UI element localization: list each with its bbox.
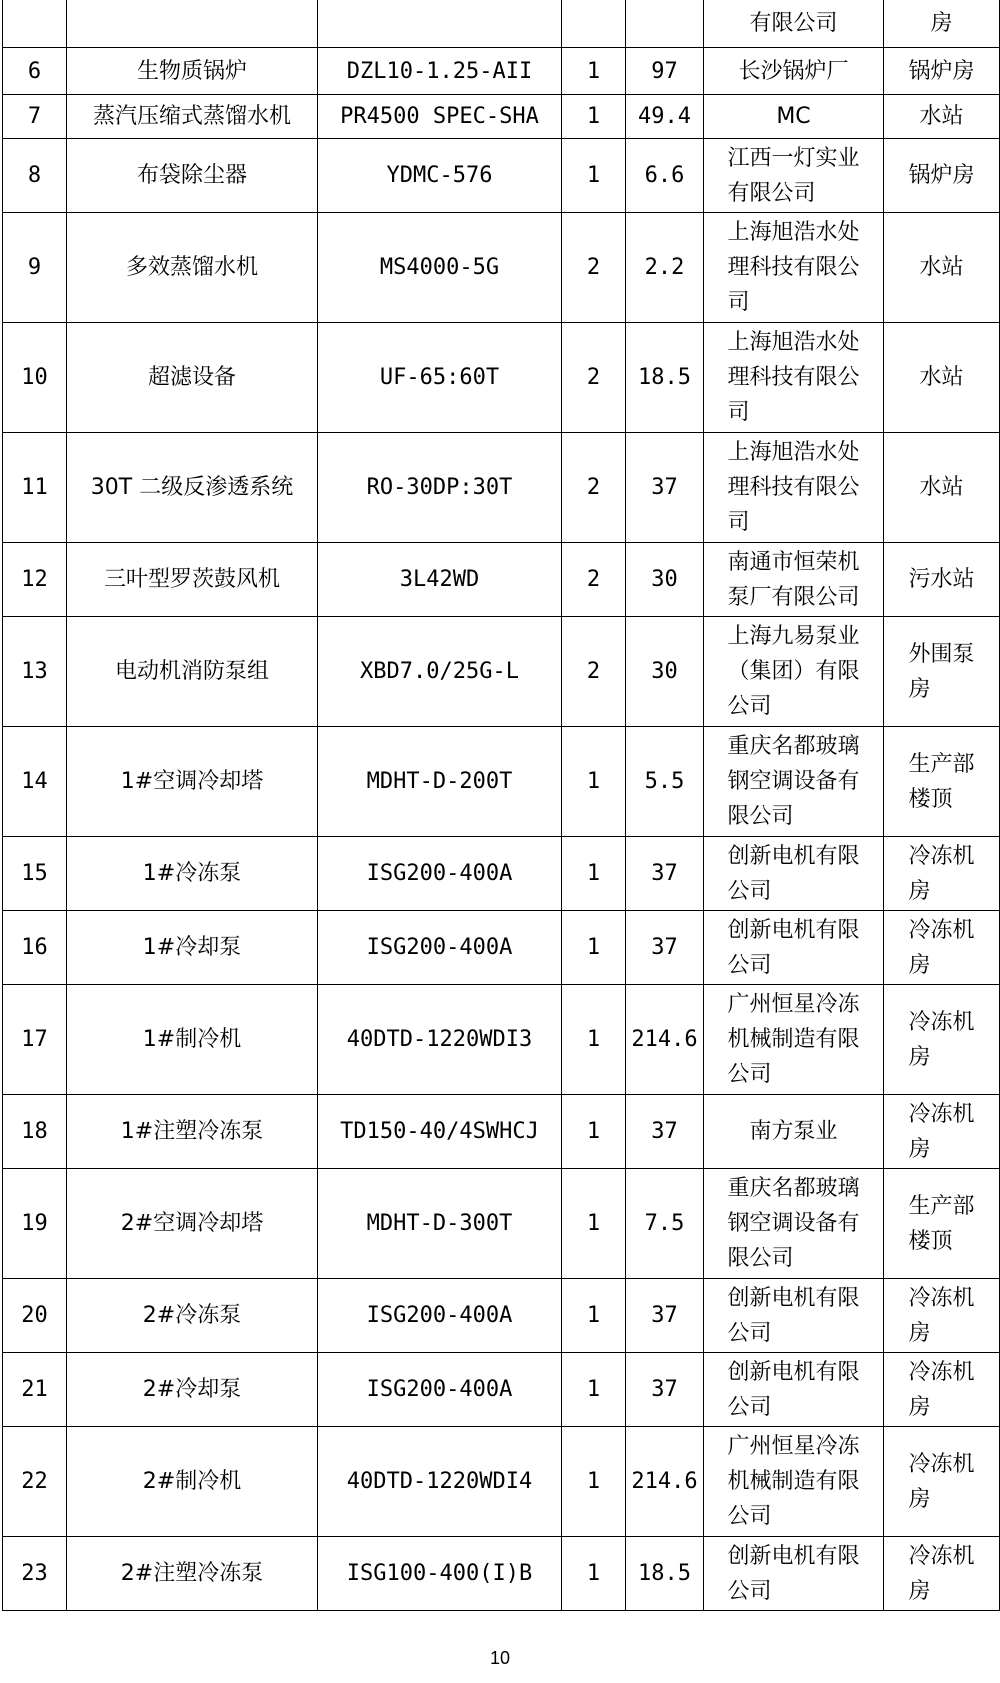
location-cell-text: [908, 1355, 974, 1425]
row-number-cell: 18: [3, 1095, 67, 1169]
location-cell-line: 房: [908, 1578, 931, 1604]
location-cell-text: [908, 1539, 974, 1609]
model-cell: XBD7.0/25G-L: [318, 617, 562, 727]
manufacturer-cell-text: [727, 729, 859, 834]
model-cell: MDHT-D-200T: [318, 727, 562, 837]
manufacturer-cell: [704, 1169, 884, 1279]
model-cell: TD150-40/4SWHCJ: [318, 1095, 562, 1169]
manufacturer-cell-line: 限公司: [727, 804, 794, 829]
manufacturer-cell-line: 重庆名都玻璃: [727, 1176, 860, 1201]
location-cell-line: 房: [908, 1486, 931, 1512]
manufacturer-cell-line: 机械制造有限: [727, 1027, 860, 1052]
equipment-name-cell: 1#冷却泵: [67, 911, 318, 985]
table-row: [3, 727, 1000, 837]
equipment-name-cell: 1#冷冻泵: [67, 837, 318, 911]
manufacturer-cell: [704, 1537, 884, 1611]
table-row: [3, 433, 1000, 543]
location-cell: [884, 985, 1000, 1095]
quantity-cell: 1: [562, 1169, 626, 1279]
row-number-cell: 10: [3, 323, 67, 433]
equipment-name-cell: 1#制冷机: [67, 985, 318, 1095]
manufacturer-cell-line: 长沙锅炉厂: [738, 58, 849, 84]
manufacturer-cell-text: [727, 839, 859, 909]
manufacturer-cell-line: 有限公司: [727, 180, 816, 206]
manufacturer-cell-text: [727, 619, 859, 724]
location-cell-text: [908, 839, 974, 909]
manufacturer-cell-line: 上海九易泵业: [727, 624, 860, 649]
manufacturer-cell-line: 公司: [727, 1504, 772, 1529]
model-cell: 3L42WD: [318, 543, 562, 617]
equipment-name-cell: 布袋除尘器: [67, 139, 318, 213]
manufacturer-cell-line: 钢空调设备有: [727, 769, 860, 794]
manufacturer-cell-text: [727, 1355, 859, 1425]
location-cell-line: 房: [908, 1136, 931, 1162]
manufacturer-cell-text: [738, 54, 848, 89]
power-cell: 37: [626, 1353, 704, 1427]
location-cell-line: 楼顶: [908, 1228, 953, 1254]
location-cell-text: [908, 158, 974, 193]
equipment-name-cell: 超滤设备: [67, 323, 318, 433]
location-cell-text: [919, 470, 963, 505]
power-cell: [626, 0, 704, 48]
equipment-name-cell: [67, 0, 318, 48]
table-row: [3, 1279, 1000, 1353]
manufacturer-cell-text: [727, 215, 859, 320]
equipment-table: [2, 0, 1000, 1611]
row-number-cell: 23: [3, 1537, 67, 1611]
row-number-cell: 13: [3, 617, 67, 727]
table-row: [3, 95, 1000, 139]
manufacturer-cell-line: 上海旭浩水处: [727, 330, 860, 355]
manufacturer-cell-text: [727, 913, 859, 983]
manufacturer-cell-line: 公司: [727, 1578, 772, 1604]
quantity-cell: 2: [562, 617, 626, 727]
location-cell-line: 房: [908, 1320, 931, 1346]
quantity-cell: 1: [562, 1353, 626, 1427]
manufacturer-cell-line: 重庆名都玻璃: [727, 734, 860, 759]
location-cell: [884, 543, 1000, 617]
power-cell: 214.6: [626, 985, 704, 1095]
row-number-cell: 15: [3, 837, 67, 911]
table-row: [3, 1537, 1000, 1611]
manufacturer-cell-line: 创新电机有限: [727, 917, 860, 943]
manufacturer-cell: [704, 985, 884, 1095]
power-cell: 2.2: [626, 213, 704, 323]
table-row: [3, 1427, 1000, 1537]
table-row: [3, 911, 1000, 985]
manufacturer-cell-line: 创新电机有限: [727, 1359, 860, 1385]
location-cell-line: 楼顶: [908, 786, 953, 812]
manufacturer-cell-text: [727, 141, 859, 211]
power-cell: 6.6: [626, 139, 704, 213]
location-cell-line: 房: [908, 1394, 931, 1420]
power-cell: 37: [626, 837, 704, 911]
page-number: 10: [489, 1648, 511, 1668]
quantity-cell: 2: [562, 433, 626, 543]
location-cell: [884, 1279, 1000, 1353]
row-number-cell: 12: [3, 543, 67, 617]
manufacturer-cell: [704, 617, 884, 727]
manufacturer-cell-line: 公司: [727, 952, 772, 978]
table-row: [3, 213, 1000, 323]
quantity-cell: 1: [562, 727, 626, 837]
power-cell: 37: [626, 1095, 704, 1169]
manufacturer-cell-line: 泵厂有限公司: [727, 584, 860, 610]
location-cell-line: 生产部: [908, 751, 975, 777]
manufacturer-cell-line: 公司: [727, 1062, 772, 1087]
location-cell-text: [908, 1447, 974, 1517]
manufacturer-cell-text: [727, 1281, 859, 1351]
model-cell: MDHT-D-300T: [318, 1169, 562, 1279]
model-cell: PR4500 SPEC-SHA: [318, 95, 562, 139]
manufacturer-cell-line: 钢空调设备有: [727, 1211, 860, 1236]
location-cell: [884, 95, 1000, 139]
manufacturer-cell-text: [727, 1429, 859, 1534]
manufacturer-cell-line: 江西一灯实业: [727, 145, 860, 171]
location-cell-line: 房: [908, 952, 931, 978]
row-number-cell: 6: [3, 48, 67, 95]
power-cell: 30: [626, 543, 704, 617]
location-cell-text: [919, 99, 963, 134]
location-cell-text: [919, 250, 963, 285]
location-cell-text: [908, 562, 974, 597]
equipment-name-cell: 三叶型罗茨鼓风机: [67, 543, 318, 617]
manufacturer-cell-line: 司: [727, 400, 750, 425]
location-cell-line: 冷冻机: [908, 1543, 975, 1569]
model-cell: RO-30DP:30T: [318, 433, 562, 543]
manufacturer-cell: [704, 1095, 884, 1169]
manufacturer-cell: [704, 1353, 884, 1427]
location-cell: [884, 1427, 1000, 1537]
manufacturer-cell-line: 上海旭浩水处: [727, 220, 860, 245]
continued-row: [3, 0, 1000, 48]
equipment-name-cell: 蒸汽压缩式蒸馏水机: [67, 95, 318, 139]
equipment-name-cell: 2#冷冻泵: [67, 1279, 318, 1353]
table-row: [3, 48, 1000, 95]
location-cell-text: [908, 637, 974, 707]
manufacturer-cell-line: 广州恒星冷冻: [727, 1434, 860, 1459]
equipment-name-cell: 1#空调冷却塔: [67, 727, 318, 837]
model-cell: 40DTD-1220WDI3: [318, 985, 562, 1095]
model-cell: DZL10-1.25-AII: [318, 48, 562, 95]
table-row: [3, 1169, 1000, 1279]
location-cell-text: [908, 747, 974, 817]
location-cell-line: 水站: [919, 255, 964, 280]
location-cell-line: 房: [908, 676, 931, 702]
model-cell: [318, 0, 562, 48]
model-cell: ISG100-400(I)B: [318, 1537, 562, 1611]
quantity-cell: 1: [562, 1537, 626, 1611]
manufacturer-cell: [704, 1279, 884, 1353]
power-cell: 30: [626, 617, 704, 727]
row-number-cell: 19: [3, 1169, 67, 1279]
model-cell: ISG200-400A: [318, 837, 562, 911]
manufacturer-cell: [704, 543, 884, 617]
equipment-name-cell: 多效蒸馏水机: [67, 213, 318, 323]
location-cell-line: 冷冻机: [908, 1101, 975, 1127]
table-row: [3, 323, 1000, 433]
equipment-name-cell: 2#注塑冷冻泵: [67, 1537, 318, 1611]
row-number-cell: 14: [3, 727, 67, 837]
manufacturer-cell-line: 司: [727, 290, 750, 315]
location-cell: [884, 617, 1000, 727]
location-cell: [884, 323, 1000, 433]
manufacturer-cell-text: [727, 545, 859, 615]
location-cell-text: [908, 1189, 974, 1259]
location-cell-text: [908, 1281, 974, 1351]
location-cell-line: 生产部: [908, 1193, 975, 1219]
location-cell: [884, 1095, 1000, 1169]
location-cell: [884, 139, 1000, 213]
location-cell: [884, 727, 1000, 837]
quantity-cell: [562, 0, 626, 48]
location-cell-line: 冷冻机: [908, 1285, 975, 1311]
manufacturer-cell: [704, 213, 884, 323]
table-row: [3, 1095, 1000, 1169]
location-cell: [884, 433, 1000, 543]
location-cell: [884, 1353, 1000, 1427]
location-cell-line: 污水站: [908, 567, 975, 592]
equipment-name-cell: 电动机消防泵组: [67, 617, 318, 727]
manufacturer-cell-line: 上海旭浩水处: [727, 440, 860, 465]
manufacturer-cell-text: [727, 325, 859, 430]
manufacturer-cell: [704, 48, 884, 95]
manufacturer-cell-line: 理科技有限公: [727, 255, 860, 280]
quantity-cell: 1: [562, 1279, 626, 1353]
manufacturer-cell: [704, 323, 884, 433]
table-row: [3, 1353, 1000, 1427]
row-number-cell: 16: [3, 911, 67, 985]
location-cell-line: 冷冻机: [908, 1009, 975, 1035]
manufacturer-cell: [704, 727, 884, 837]
table-row: [3, 139, 1000, 213]
manufacturer-cell-line: 南通市恒荣机: [727, 549, 860, 575]
model-cell: YDMC-576: [318, 139, 562, 213]
power-cell: 97: [626, 48, 704, 95]
location-cell: [884, 911, 1000, 985]
model-cell: ISG200-400A: [318, 1353, 562, 1427]
manufacturer-cell-line: 创新电机有限: [727, 843, 860, 869]
row-number-cell: 21: [3, 1353, 67, 1427]
power-cell: 49.4: [626, 95, 704, 139]
model-cell: ISG200-400A: [318, 911, 562, 985]
power-cell: 37: [626, 1279, 704, 1353]
manufacturer-cell-line: 公司: [727, 694, 772, 719]
row-number-cell: [3, 0, 67, 48]
equipment-name-cell: 30T 二级反渗透系统: [67, 433, 318, 543]
quantity-cell: 2: [562, 213, 626, 323]
manufacturer-cell-line: MC: [776, 104, 811, 129]
manufacturer-cell-line: 理科技有限公: [727, 475, 860, 500]
location-cell-line: 外围泵: [908, 641, 975, 667]
location-cell-line: 冷冻机: [908, 843, 975, 869]
manufacturer-cell: [704, 139, 884, 213]
manufacturer-cell-text: [727, 435, 859, 540]
power-cell: 5.5: [626, 727, 704, 837]
manufacturer-cell-line: 广州恒星冷冻: [727, 992, 860, 1017]
location-cell: [884, 837, 1000, 911]
row-number-cell: 20: [3, 1279, 67, 1353]
location-cell: [884, 48, 1000, 95]
quantity-cell: 1: [562, 911, 626, 985]
equipment-name-cell: 1#注塑冷冻泵: [67, 1095, 318, 1169]
manufacturer-cell-text: [727, 1171, 859, 1276]
quantity-cell: 1: [562, 1427, 626, 1537]
model-cell: ISG200-400A: [318, 1279, 562, 1353]
equipment-name-cell: 2#冷却泵: [67, 1353, 318, 1427]
manufacturer-cell: [704, 837, 884, 911]
manufacturer-cell-line: 公司: [727, 878, 772, 904]
manufacturer-cell-line: 创新电机有限: [727, 1543, 860, 1569]
location-cell-line: 冷冻机: [908, 917, 975, 943]
quantity-cell: 1: [562, 1095, 626, 1169]
model-cell: MS4000-5G: [318, 213, 562, 323]
row-number-cell: 11: [3, 433, 67, 543]
location-cell-line: 锅炉房: [908, 58, 975, 84]
manufacturer-cell: [704, 95, 884, 139]
quantity-cell: 1: [562, 48, 626, 95]
manufacturer-cell: [704, 911, 884, 985]
location-cell: [884, 1169, 1000, 1279]
equipment-name-cell: 生物质锅炉: [67, 48, 318, 95]
location-cell-text: [919, 360, 963, 395]
row-number-cell: 22: [3, 1427, 67, 1537]
table-row: [3, 543, 1000, 617]
model-cell: UF-65:60T: [318, 323, 562, 433]
location-cell: 房: [884, 0, 1000, 48]
manufacturer-cell-line: 南方泵业: [749, 1119, 838, 1144]
location-cell: [884, 1537, 1000, 1611]
row-number-cell: 9: [3, 213, 67, 323]
quantity-cell: 1: [562, 95, 626, 139]
table-row: [3, 837, 1000, 911]
power-cell: 18.5: [626, 1537, 704, 1611]
location-cell: [884, 213, 1000, 323]
location-cell-text: [908, 1005, 974, 1075]
equipment-name-cell: 2#空调冷却塔: [67, 1169, 318, 1279]
location-cell-line: 水站: [919, 365, 964, 390]
manufacturer-cell-line: 司: [727, 510, 750, 535]
manufacturer-cell-line: 创新电机有限: [727, 1285, 860, 1311]
power-cell: 7.5: [626, 1169, 704, 1279]
power-cell: 18.5: [626, 323, 704, 433]
location-cell-line: 水站: [919, 104, 964, 129]
manufacturer-cell-text: [727, 1539, 859, 1609]
location-cell-line: 锅炉房: [908, 163, 975, 188]
location-cell-line: 冷冻机: [908, 1451, 975, 1477]
manufacturer-cell-line: 公司: [727, 1320, 772, 1346]
model-cell: 40DTD-1220WDI4: [318, 1427, 562, 1537]
quantity-cell: 1: [562, 139, 626, 213]
row-number-cell: 17: [3, 985, 67, 1095]
manufacturer-cell: [704, 1427, 884, 1537]
quantity-cell: 1: [562, 837, 626, 911]
manufacturer-cell: [704, 433, 884, 543]
manufacturer-cell-line: 限公司: [727, 1246, 794, 1271]
location-cell-text: [908, 1097, 974, 1167]
manufacturer-cell-line: 理科技有限公: [727, 365, 860, 390]
power-cell: 37: [626, 911, 704, 985]
manufacturer-cell-text: [727, 987, 859, 1092]
manufacturer-cell-line: 机械制造有限: [727, 1469, 860, 1494]
power-cell: 37: [626, 433, 704, 543]
location-cell-text: [908, 913, 974, 983]
row-number-cell: 7: [3, 95, 67, 139]
location-cell-text: [908, 54, 974, 89]
manufacturer-cell-text: [749, 1114, 837, 1149]
equipment-table-body: [3, 0, 1000, 1611]
quantity-cell: 2: [562, 323, 626, 433]
row-number-cell: 8: [3, 139, 67, 213]
manufacturer-cell-line: 公司: [727, 1394, 772, 1420]
location-cell-line: 房: [908, 1044, 931, 1070]
location-cell-line: 冷冻机: [908, 1359, 975, 1385]
quantity-cell: 1: [562, 985, 626, 1095]
table-row: [3, 617, 1000, 727]
power-cell: 214.6: [626, 1427, 704, 1537]
manufacturer-cell: 有限公司: [704, 0, 884, 48]
location-cell-line: 水站: [919, 475, 964, 500]
table-row: [3, 985, 1000, 1095]
location-cell-line: 房: [908, 878, 931, 904]
equipment-name-cell: 2#制冷机: [67, 1427, 318, 1537]
manufacturer-cell-line: （集团）有限: [727, 659, 860, 684]
quantity-cell: 2: [562, 543, 626, 617]
manufacturer-cell-text: [776, 99, 810, 134]
